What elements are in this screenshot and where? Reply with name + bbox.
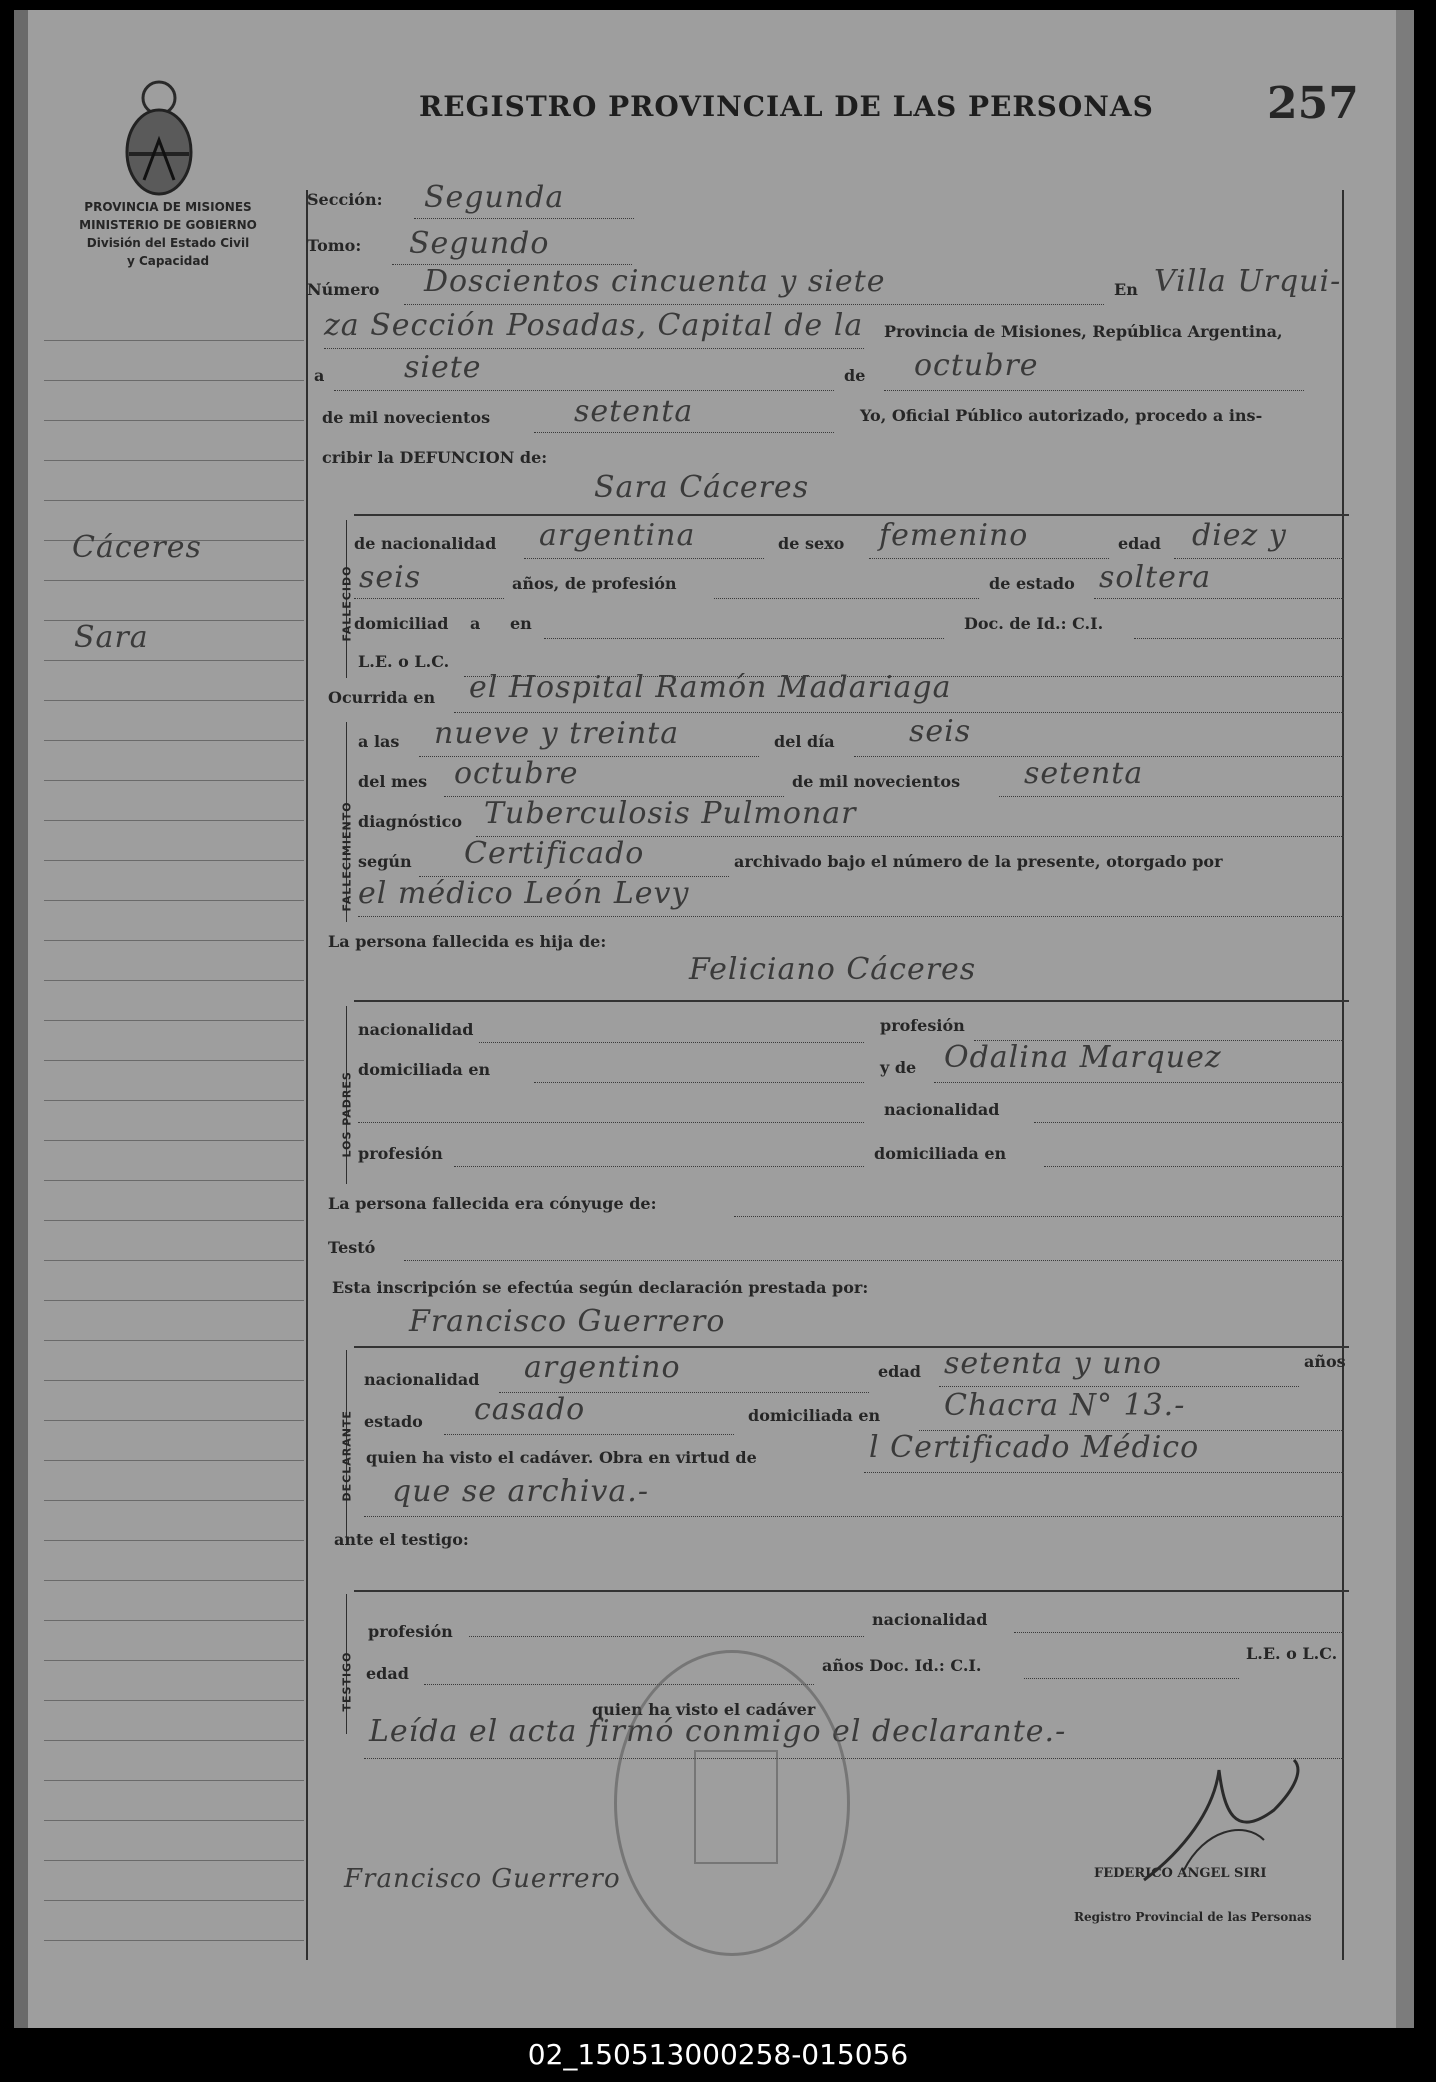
label-anos-declarant: años (1304, 1352, 1346, 1371)
label-nacionalidad-declarant: nacionalidad (364, 1370, 480, 1389)
value-place-of-death: el Hospital Ramón Madariaga (469, 670, 952, 705)
value-day: siete (404, 350, 482, 385)
value-year: setenta (574, 394, 694, 429)
value-declarant-address: Chacra N° 13.- (944, 1388, 1186, 1423)
value-seccion: Segunda (424, 180, 565, 215)
label-oficial: Yo, Oficial Público autorizado, procedo a ins- (860, 406, 1263, 425)
label-en-2: en (510, 614, 532, 633)
value-deceased-sex: femenino (879, 518, 1029, 553)
value-time: nueve y treinta (434, 716, 680, 751)
value-place-1: Villa Urqui- (1154, 264, 1342, 299)
value-death-day: seis (909, 714, 972, 749)
value-place-2: za Sección Posadas, Capital de la (324, 308, 864, 343)
value-death-month: octubre (454, 756, 579, 791)
section-tab-declarante: DECLARANTE (340, 1410, 354, 1502)
value-deceased-name: Sara Cáceres (594, 470, 810, 505)
value-deceased-status: soltera (1099, 560, 1212, 595)
label-domiciliada-father: domiciliada en (358, 1060, 491, 1079)
declarant-signature: Francisco Guerrero (344, 1864, 621, 1894)
section-tab-padres: LOS PADRES (340, 1071, 354, 1158)
label-nacionalidad-1: de nacionalidad (354, 534, 497, 553)
value-certificate: Certificado (464, 836, 645, 871)
label-en: En (1114, 280, 1138, 299)
value-deceased-nationality: argentina (539, 518, 696, 553)
label-numero: Número (307, 280, 380, 299)
value-month: octubre (914, 348, 1039, 383)
section-tab-testigo: TESTIGO (340, 1651, 354, 1712)
label-de-1: de (844, 366, 866, 385)
label-profesion-father: profesión (880, 1016, 965, 1035)
value-tomo: Segundo (409, 226, 550, 261)
label-declaracion: Esta inscripción se efectúa según declaración prestada por: (332, 1278, 869, 1297)
label-del-mes: del mes (358, 772, 428, 791)
value-declarant-nationality: argentino (524, 1350, 681, 1385)
ministry-line-4: y Capacidad (126, 254, 210, 268)
label-anos-doc-witness: años Doc. Id.: C.I. (822, 1656, 982, 1675)
label-domiciliada-mother: domiciliada en (874, 1144, 1007, 1163)
value-death-year: setenta (1024, 756, 1144, 791)
label-domiciliada-declarant: domiciliada en (748, 1406, 881, 1425)
label-profesion-mother: profesión (358, 1144, 443, 1163)
stamp-emblem (694, 1750, 778, 1864)
value-virtue-2: que se archiva.- (392, 1474, 649, 1509)
value-deceased-age-2: seis (359, 560, 422, 595)
label-profesion-witness: profesión (368, 1622, 453, 1641)
value-virtue-1: l Certificado Médico (869, 1430, 1200, 1465)
label-domiciliad: domiciliad (354, 614, 449, 633)
label-seccion: Sección: (307, 190, 383, 209)
officer-name: FEDERICO ANGEL SIRI (1094, 1866, 1267, 1881)
label-le-lc-1: L.E. o L.C. (358, 652, 450, 671)
label-le-lc-witness: L.E. o L.C. (1246, 1644, 1338, 1663)
label-edad-declarant: edad (878, 1362, 921, 1381)
label-estado-1: de estado (989, 574, 1075, 593)
label-provincia: Provincia de Misiones, República Argentina, (884, 322, 1283, 341)
label-tomo: Tomo: (307, 236, 362, 255)
label-segun: según (358, 852, 412, 871)
value-closing-note: Leída el acta firmó conmigo el declarante.- (369, 1714, 1067, 1749)
label-diagnostico: diagnóstico (358, 812, 463, 831)
ministry-line-1: PROVINCIA DE MISIONES (84, 200, 252, 214)
register-page (14, 10, 1414, 2028)
label-conyuge: La persona fallecida era cónyuge de: (328, 1194, 657, 1213)
page-number: 257 (1267, 78, 1359, 129)
label-nacionalidad-father: nacionalidad (358, 1020, 474, 1039)
label-ocurrida: Ocurrida en (328, 688, 436, 707)
label-testo: Testó (328, 1238, 376, 1257)
value-declarant-status: casado (474, 1392, 586, 1427)
label-y-de: y de (880, 1058, 917, 1077)
ministry-line-3: División del Estado Civil (86, 236, 250, 250)
image-caption: 02_150513000258-015056 (0, 2028, 1436, 2082)
label-estado-declarant: estado (364, 1412, 423, 1431)
label-mil-novecientos-1: de mil novecientos (322, 408, 491, 427)
page-edge (1396, 10, 1414, 2028)
margin-surname: Cáceres (72, 530, 202, 565)
label-a-las: a las (358, 732, 400, 751)
label-mil-novecientos-2: de mil novecientos (792, 772, 961, 791)
section-tab-fallecido: FALLECIDO (340, 565, 354, 642)
label-anos-profesion: años, de profesión (512, 574, 677, 593)
label-sexo: de sexo (778, 534, 845, 553)
label-obra-en-virtud: quien ha visto el cadáver. Obra en virtud de (366, 1448, 757, 1467)
officer-title: Registro Provincial de las Personas (1074, 1910, 1312, 1924)
label-doc-id: Doc. de Id.: C.I. (964, 614, 1104, 633)
coat-of-arms-icon (114, 70, 204, 200)
document-title: REGISTRO PROVINCIAL DE LAS PERSONAS (419, 90, 1154, 123)
value-domiciliad-suffix: a (470, 614, 481, 633)
label-ante-testigo: ante el testigo: (334, 1530, 469, 1549)
value-numero: Doscientos cincuenta y siete (424, 264, 886, 299)
value-declarant-name: Francisco Guerrero (409, 1304, 726, 1339)
label-archivado: archivado bajo el número de la presente, otorgado por (734, 852, 1223, 871)
label-hija-de: La persona fallecida es hija de: (328, 932, 607, 951)
value-mother-name: Odalina Marquez (944, 1040, 1222, 1075)
label-inscribir: cribir la DEFUNCION de: (322, 448, 548, 467)
value-doctor: el médico León Levy (358, 876, 690, 911)
label-edad-witness: edad (366, 1664, 409, 1683)
label-edad-1: edad (1118, 534, 1161, 553)
label-nacionalidad-mother: nacionalidad (884, 1100, 1000, 1119)
label-del-dia: del día (774, 732, 835, 751)
value-father-name: Feliciano Cáceres (689, 952, 977, 987)
value-declarant-age: setenta y uno (944, 1346, 1162, 1381)
ministry-line-2: MINISTERIO DE GOBIERNO (79, 218, 257, 232)
label-a: a (314, 366, 325, 385)
margin-given-name: Sara (74, 620, 149, 655)
value-deceased-age-1: diez y (1192, 518, 1287, 553)
section-tab-fallecimiento: FALLECIMIENTO (340, 801, 354, 912)
label-nacionalidad-witness: nacionalidad (872, 1610, 988, 1629)
value-diagnosis: Tuberculosis Pulmonar (484, 796, 857, 831)
book-spine (14, 10, 28, 2028)
label-visto-cadaver: quien ha visto el cadáver (592, 1700, 816, 1719)
